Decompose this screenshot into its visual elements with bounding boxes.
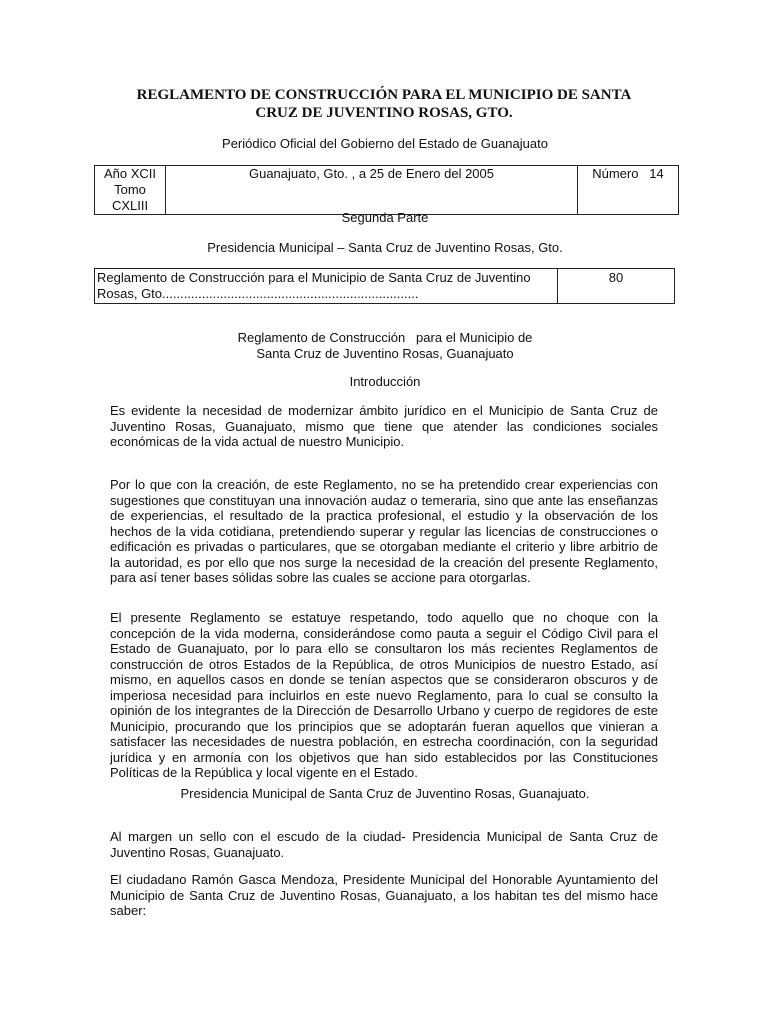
introduccion-heading: Introducción [349,374,421,389]
toc-entry-line-1: Reglamento de Construcción para el Municipio de Santa Cruz de Juventino [97,270,531,285]
toc-entry [95,269,558,304]
publication-header-table [94,165,679,215]
intro-paragraph-3: El presente Reglamento se estatuye respetando, todo aquello que no choque con la concepción de la vida moderna, considerándose como pauta a seguir el Código Civil para el Estado de Guanajuato, por lo para ello se consultaron los más recientes Reglamentos de construcción de otros Estados de la República, de otros Municipios de nuestro Estado, así mismo, en aquellos casos en donde se tenían aspectos que se consideraron obscuros y de imperiosa necesidad para incluirlos en este nuevo Reglamento, para lo cual se consulto la opinión de los integrantes de la Dirección de Desarrollo Urbano y cuerpo de regidores de este Municipio, procurando que los principios que se adoptarán fueran aquellos que vinieran a satisfacer las necesidades de nuestra población, en estrecha coordinación, con la seguridad jurídica y en armonía con los objetivos que han sido establecidos por las Constituciones Políticas de la República y local vigente en el Estado. [110,610,658,780]
table-of-contents [94,268,675,304]
toc-entry-line-2: Rosas, Gto....................................................................... [97,286,419,301]
presidencia-signature-line: Presidencia Municipal de Santa Cruz de Juventino Rosas, Guanajuato. [180,786,590,801]
reglamento-subtitle [90,330,680,362]
margen-paragraph: Al margen un sello con el escudo de la ciudad- Presidencia Municipal de Santa Cruz de Juventino Rosas, Guanajuato. [110,829,658,860]
periodico-oficial-line: Periódico Oficial del Gobierno del Estado de Guanajuato [222,136,548,151]
subtitle-line-2: Santa Cruz de Juventino Rosas, Guanajuato [256,346,514,361]
intro-paragraph-1: Es evidente la necesidad de modernizar ámbito jurídico en el Municipio de Santa Cruz de Juventino Rosas, Guanajuato, mismo que tiene que atender las condiciones sociales económicas de la vida actual de nuestro Municipio. [110,403,658,449]
tomo-label: Tomo CXLIII [111,182,149,213]
title-line-2: CRUZ DE JUVENTINO ROSAS, GTO. [255,105,513,121]
place-date-cell: Guanajuato, Gto. , a 25 de Enero del 2005 [166,166,578,215]
ciudadano-paragraph: El ciudadano Ramón Gasca Mendoza, Presidente Municipal del Honorable Ayuntamiento del Municipio de Santa Cruz de Juventino Rosas, Guanajuato, a los habitan tes del mismo hace saber: [110,872,658,918]
intro-paragraph-2: Por lo que con la creación, de este Reglamento, no se ha pretendido crear experiencias con sugestiones que constituyan una innovación audaz o temeraria, sino que ante las enseñanzas de experiencias, el resultado de la practica profesional, el estudio y la observación de los hechos de la vida cotidiana, pretendiendo superar y regular las licencias de construcciones o edificación es privadas o particulares, que se otorgaban mediante el criterio y libre arbitrio de la autoridad, es por ello que nos surge la necesidad de la creación del presente Reglamento, para así tener bases sólidas sobre las cuales se accione para otorgarlas. [110,477,658,585]
subtitle-line-1: Reglamento de Construcción para el Municipio de [237,330,533,345]
toc-page-number: 80 [558,269,675,304]
anio-label: Año XCII [103,166,157,181]
number-cell: Número 14 [578,166,679,215]
title-line-1: REGLAMENTO DE CONSTRUCCIÓN PARA EL MUNICIPIO DE SANTA [136,87,632,103]
segunda-parte-heading: Segunda Parte [341,210,429,225]
document-title [100,86,668,122]
presidencia-heading: Presidencia Municipal – Santa Cruz de Juventino Rosas, Gto. [207,240,563,255]
volume-cell [95,166,166,215]
